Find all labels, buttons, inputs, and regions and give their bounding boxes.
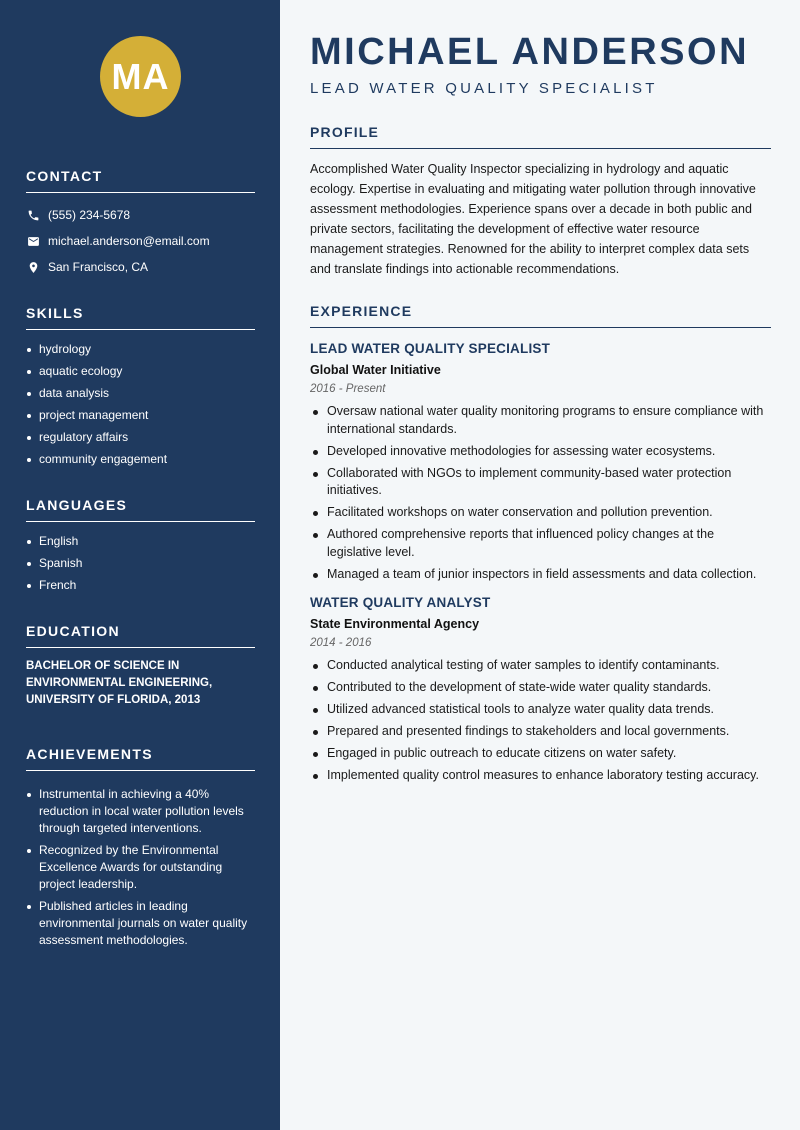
job-bullet: Contributed to the development of state-wide water quality standards.: [310, 679, 771, 697]
job-company: State Environmental Agency: [310, 617, 480, 631]
skill-item: hydrology: [26, 341, 255, 358]
job-dates: 2014 - 2016: [310, 637, 372, 649]
contact-email: [26, 228, 255, 254]
job-bullet: Implemented quality control measures to enhance laboratory testing accuracy.: [310, 767, 771, 785]
profile-heading: PROFILE: [310, 124, 771, 149]
job-bullet: Collaborated with NGOs to implement community-based water protection initiatives.: [310, 465, 771, 500]
language-item: French: [26, 577, 255, 594]
languages-section: [26, 497, 255, 599]
avatar: MA: [100, 36, 181, 117]
education-heading: EDUCATION: [26, 623, 255, 648]
job-bullet: Conducted analytical testing of water samples to identify contaminants.: [310, 657, 771, 675]
skills-section: [26, 305, 255, 473]
mail-icon: [26, 234, 40, 248]
job-title: WATER QUALITY ANALYST: [310, 595, 491, 610]
phone-text: (555) 234-5678: [48, 208, 131, 222]
skills-list: [26, 341, 255, 468]
main-content: [280, 0, 800, 1130]
achievement-item: Recognized by the Environmental Excellence Awards for outstanding project leadership.: [26, 842, 255, 893]
language-item: Spanish: [26, 555, 255, 572]
phone-icon: [26, 208, 40, 222]
experience-heading: EXPERIENCE: [310, 303, 771, 328]
profile-text: Accomplished Water Quality Inspector specializing in hydrology and aquatic ecology. Expertise in evaluating and mitigating water pollution through innovative assessment methodologies. Experience spans over a decade in both public and private sectors, facilitating the development of effective water resource management strategies. Renowned for the ability to interpret complex data sets and translate findings into actionable recommendations.: [310, 162, 756, 276]
skill-item: project management: [26, 407, 255, 424]
email-text: michael.anderson@email.com: [48, 234, 210, 248]
languages-list: [26, 533, 255, 594]
job-bullets: [310, 657, 771, 785]
job-dates: 2016 - Present: [310, 383, 386, 395]
skills-heading: SKILLS: [26, 305, 255, 330]
experience-section: [310, 303, 771, 785]
job-bullet: Developed innovative methodologies for assessing water ecosystems.: [310, 443, 771, 461]
job-bullet: Engaged in public outreach to educate citizens on water safety.: [310, 745, 771, 763]
job-entry: [310, 595, 771, 785]
location-pin-icon: [26, 260, 40, 274]
skill-item: community engagement: [26, 451, 255, 468]
job-entry: [310, 341, 771, 583]
achievement-item: Published articles in leading environmental journals on water quality assessment methodologies.: [26, 898, 255, 949]
languages-heading: LANGUAGES: [26, 497, 255, 522]
location-text: San Francisco, CA: [48, 260, 149, 274]
skill-item: data analysis: [26, 385, 255, 402]
contact-section: [26, 168, 255, 280]
candidate-title: LEAD WATER QUALITY SPECIALIST: [310, 80, 658, 97]
job-company: Global Water Initiative: [310, 363, 441, 377]
education-section: [26, 623, 255, 709]
contact-heading: CONTACT: [26, 168, 255, 193]
job-bullets: [310, 403, 771, 583]
job-bullet: Oversaw national water quality monitoring programs to ensure compliance with international standards.: [310, 403, 771, 438]
job-bullet: Facilitated workshops on water conservation and pollution prevention.: [310, 504, 771, 522]
skill-item: aquatic ecology: [26, 363, 255, 380]
job-bullet: Prepared and presented findings to stakeholders and local governments.: [310, 723, 771, 741]
contact-phone: [26, 202, 255, 228]
job-bullet: Managed a team of junior inspectors in field assessments and data collection.: [310, 566, 771, 584]
candidate-name: MICHAEL ANDERSON: [310, 31, 750, 73]
job-title: LEAD WATER QUALITY SPECIALIST: [310, 341, 551, 356]
contact-location: [26, 254, 255, 280]
job-bullet: Utilized advanced statistical tools to analyze water quality data trends.: [310, 701, 771, 719]
achievements-section: [26, 746, 255, 954]
education-degree: BACHELOR OF SCIENCE IN ENVIRONMENTAL ENGINEERING, UNIVERSITY OF FLORIDA, 2013: [26, 660, 213, 706]
achievement-item: Instrumental in achieving a 40% reduction in local water pollution levels through targeted interventions.: [26, 786, 255, 837]
profile-section: [310, 124, 771, 279]
achievements-heading: ACHIEVEMENTS: [26, 746, 255, 771]
language-item: English: [26, 533, 255, 550]
sidebar: [0, 0, 280, 1130]
skill-item: regulatory affairs: [26, 429, 255, 446]
achievements-list: [26, 786, 255, 949]
job-bullet: Authored comprehensive reports that influenced policy changes at the legislative level.: [310, 526, 771, 561]
